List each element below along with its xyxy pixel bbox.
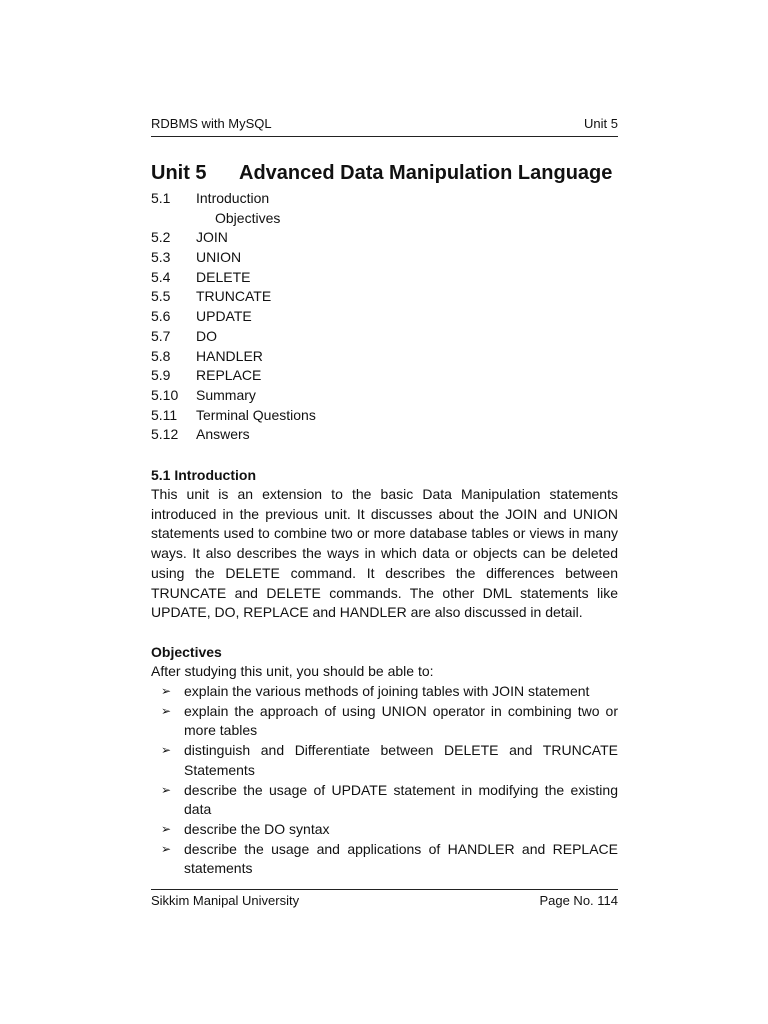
toc-number: 5.6: [151, 308, 171, 325]
toc-label: Terminal Questions: [196, 406, 316, 423]
list-item: [151, 682, 618, 702]
toc-label: Answers: [196, 426, 250, 443]
toc-number: 5.9: [151, 367, 171, 384]
list-item: [151, 741, 618, 780]
toc-label: HANDLER: [196, 347, 263, 364]
unit-title: [151, 160, 631, 186]
toc-item: [151, 307, 618, 327]
introduction-paragraph: This unit is an extension to the basic Data Manipulation statements introduced in the previous unit. It discusses about the JOIN and UNION statements used to combine two or more database tables or views in many ways. It also describes the ways in which data or objects can be deleted using the DELETE command. It describes the differences between TRUNCATE and DELETE commands. The other DML statements like UPDATE, DO, REPLACE and HANDLER are also discussed in detail.: [151, 486, 618, 621]
page-header: [151, 116, 618, 137]
arrow-bullet-icon: ➢: [161, 684, 172, 698]
toc-label: Summary: [196, 386, 256, 403]
footer-page-number: Page No. 114: [539, 893, 618, 908]
toc-label: TRUNCATE: [196, 288, 272, 305]
toc-label: DO: [196, 327, 217, 344]
arrow-bullet-icon: ➢: [161, 703, 172, 718]
toc-item: [151, 228, 618, 248]
toc-label: REPLACE: [196, 367, 262, 384]
toc-item: [151, 386, 618, 406]
objective-text: describe the usage of UPDATE statement in modifying the existing data: [184, 781, 618, 818]
table-of-contents: [151, 189, 618, 445]
toc-item: [151, 366, 618, 386]
list-item: [151, 840, 618, 879]
header-course-title: RDBMS with MySQL: [151, 116, 272, 131]
objective-text: describe the DO syntax: [184, 820, 330, 837]
unit-number: Unit 5: [151, 162, 207, 184]
list-item: [151, 702, 618, 741]
objectives-list: [151, 682, 618, 879]
toc-number: 5.4: [151, 268, 171, 285]
objectives-lead: After studying this unit, you should be able to:: [151, 663, 434, 679]
objectives-heading: Objectives: [151, 644, 222, 660]
toc-item: [151, 327, 618, 347]
toc-number: 5.1: [151, 190, 171, 206]
toc-number: [151, 209, 196, 229]
page-footer: [151, 889, 618, 909]
toc-label: DELETE: [196, 268, 251, 285]
toc-label: Objectives: [215, 209, 281, 226]
toc-number: 5.2: [151, 229, 171, 246]
toc-number: 5.12: [151, 426, 179, 443]
objective-text: explain the approach of using UNION operator in combining two or more tables: [184, 702, 618, 739]
section-heading-introduction: 5.1 Introduction: [151, 467, 256, 483]
toc-item: [151, 248, 618, 268]
toc-item: [151, 287, 618, 307]
toc-number: 5.5: [151, 288, 171, 305]
toc-item: [151, 268, 618, 288]
arrow-bullet-icon: ➢: [161, 841, 172, 856]
toc-number: 5.11: [151, 406, 178, 423]
toc-number: 5.10: [151, 386, 179, 403]
toc-item: [151, 209, 618, 229]
toc-number: 5.8: [151, 347, 171, 364]
objective-text: distinguish and Differentiate between DELETE and TRUNCATE Statements: [184, 742, 618, 778]
toc-item: [151, 425, 618, 445]
arrow-bullet-icon: ➢: [161, 743, 172, 758]
unit-title-text: Advanced Data Manipulation Language: [239, 162, 613, 184]
toc-item: [151, 406, 618, 426]
toc-number: 5.3: [151, 249, 171, 266]
toc-item: [151, 189, 618, 209]
footer-university: Sikkim Manipal University: [151, 893, 300, 908]
arrow-bullet-icon: ➢: [161, 782, 172, 797]
toc-label: Introduction: [196, 190, 270, 206]
list-item: [151, 820, 618, 840]
objective-text: describe the usage and applications of HANDLER and REPLACE statements: [184, 840, 618, 877]
objective-text: explain the various methods of joining tables with JOIN statement: [184, 683, 590, 699]
toc-label: UPDATE: [196, 308, 252, 325]
toc-item: [151, 347, 618, 367]
toc-number: 5.7: [151, 327, 171, 344]
arrow-bullet-icon: ➢: [161, 821, 172, 836]
toc-label: JOIN: [196, 229, 228, 246]
header-unit-label: Unit 5: [584, 116, 618, 131]
toc-label: UNION: [196, 249, 242, 266]
list-item: [151, 781, 618, 820]
